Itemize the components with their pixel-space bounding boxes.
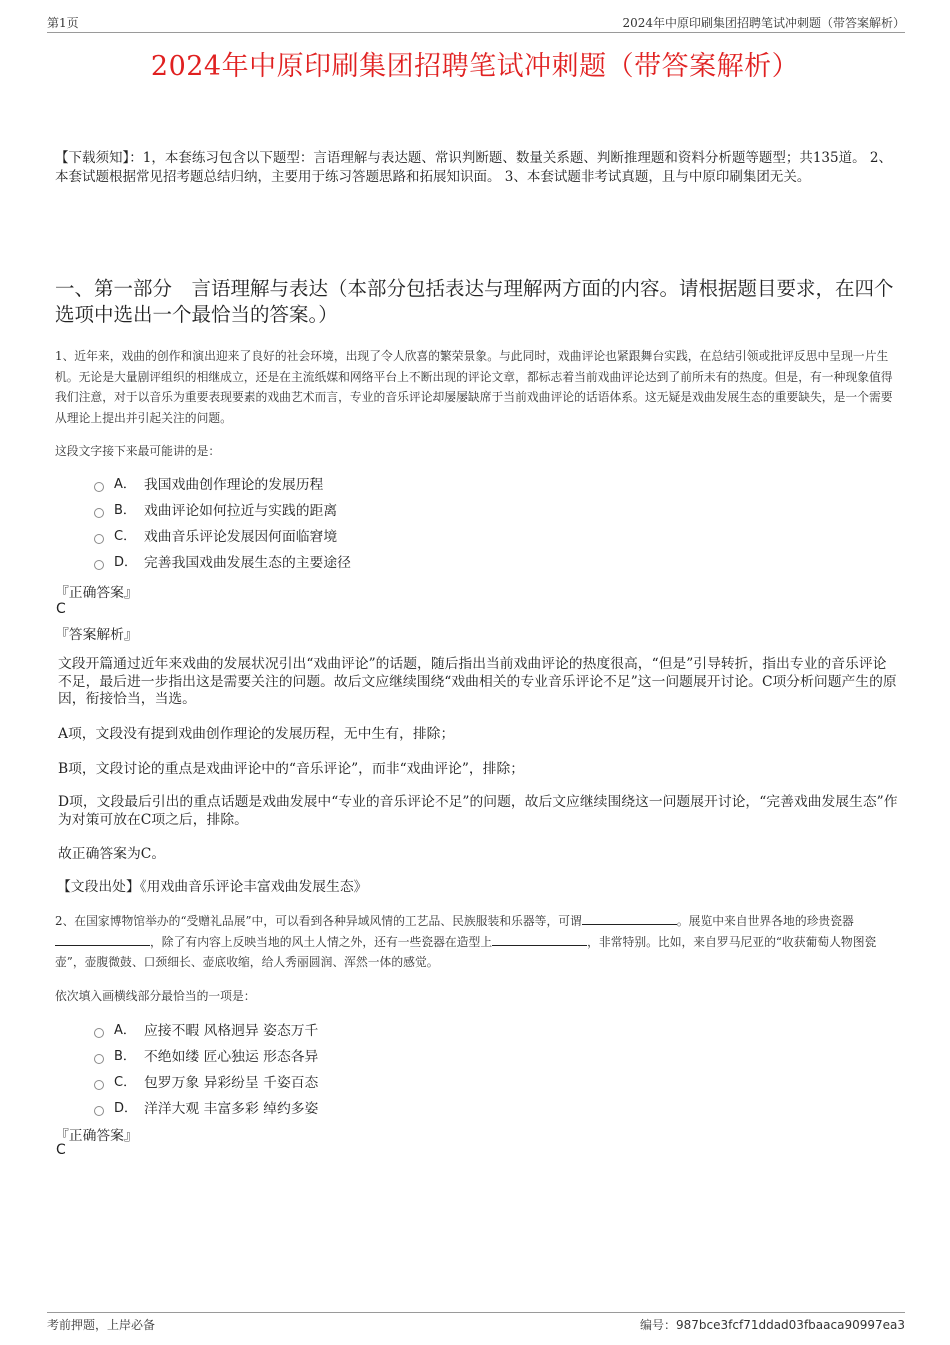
page-footer: [47, 1312, 905, 1333]
analysis-paragraph: D项，文段最后引出的重点话题是戏曲发展中“专业的音乐评论不足”的问题，故后文应继续围绕这一问题展开讨论，“完善戏曲发展生态”作为对策可放在C项之后，排除。: [58, 794, 898, 828]
option-text: 完善我国戏曲发展生态的主要途径: [144, 555, 351, 571]
option-letter: B．: [114, 1049, 136, 1064]
question-text-segment: ，除了有内容上反映当地的风土人情之外，还有一些瓷器在造型上: [150, 934, 493, 949]
download-notice: 【下载须知】：1，本套练习包含以下题型：言语理解与表达题、常识判断题、数量关系题、判断推理题和资料分析题等题型；共135道。 2、本套试题根据常见招考题总结归纳，主要用于练习答题思路和拓展知识面。 3、本套试题非考试真题，且与中原印刷集团无关。: [55, 150, 892, 185]
question-1-prompt: 这段文字接下来最可能讲的是：: [55, 444, 221, 458]
radio-icon[interactable]: [94, 1080, 104, 1090]
header-doc-title: 2024年中原印刷集团招聘笔试冲刺题（带答案解析）: [622, 16, 905, 30]
option-letter: D．: [114, 1101, 138, 1116]
option-text: 戏曲音乐评论发展因何面临窘境: [144, 529, 338, 545]
page-number: 第1页: [47, 16, 79, 30]
answer-label: 『正确答案』: [55, 1128, 138, 1144]
fill-blank: [582, 912, 677, 925]
analysis-conclusion: 故正确答案为C。: [58, 846, 166, 862]
option-letter: A．: [114, 1023, 136, 1038]
question-1-text: 1、近年来，戏曲的创作和演出迎来了良好的社会环境，出现了令人欣喜的繁荣景象。与此同时，戏曲评论也紧跟舞台实践，在总结引领或批评反思中呈现一片生机。无论是大量剧评组织的相继成立，还是在主流纸媒和网络平台上不断出现的评论文章，都标志着当前戏曲评论达到了前所未有的热度。但是，有一种现象值得我们注意，对于以音乐为重要表现要素的戏曲艺术而言，专业的音乐评论却屡屡缺席于当前戏曲评论的话语体系。这无疑是戏曲发展生态的重要缺失，是一个需要从理论上提出并引起关注的问题。: [55, 349, 893, 425]
option-letter: B．: [114, 503, 136, 518]
option-letter: A．: [114, 477, 136, 492]
answer-value: C: [56, 1142, 66, 1158]
option-letter: C．: [114, 1075, 137, 1090]
question-text-segment: 2、在国家博物馆举办的“受赠礼品展”中，可以看到各种异域风情的工艺品、民族服装和乐器等，可谓: [55, 914, 582, 928]
analysis-label: 『答案解析』: [55, 627, 138, 643]
option-text: 应接不暇 风格迥异 姿态万千: [144, 1023, 319, 1039]
section-title: 一、第一部分 言语理解与表达（本部分包括表达与理解两方面的内容。请根据题目要求，在四个选项中选出一个最恰当的答案。）: [55, 277, 894, 326]
option-text: 包罗万象 异彩纷呈 千姿百态: [144, 1075, 319, 1091]
radio-icon[interactable]: [94, 1106, 104, 1116]
radio-icon[interactable]: [94, 508, 104, 518]
option-text: 我国戏曲创作理论的发展历程: [144, 477, 324, 493]
page-header: [47, 14, 905, 33]
radio-icon[interactable]: [94, 560, 104, 570]
analysis-paragraph: 文段开篇通过近年来戏曲的发展状况引出“戏曲评论”的话题，随后指出当前戏曲评论的热度很高，“但是”引导转折，指出专业的音乐评论不足，最后进一步指出这是需要关注的问题。故后文应继续围绕“戏曲相关的专业音乐评论不足”这一问题展开讨论。C项分析问题产生的原因，衔接恰当，当选。: [58, 656, 897, 707]
option-text: 戏曲评论如何拉近与实践的距离: [144, 503, 338, 519]
analysis-paragraph: B项，文段讨论的重点是戏曲评论中的“音乐评论”，而非“戏曲评论”，排除；: [58, 761, 525, 777]
answer-value: C: [56, 601, 66, 617]
radio-icon[interactable]: [94, 1054, 104, 1064]
code-value: 987bce3fcf71ddad03fbaaca90997ea3: [676, 1318, 905, 1332]
question-text-segment: 。展览中来自世界各地的珍贵瓷器: [676, 914, 854, 928]
option-letter: D．: [114, 555, 138, 570]
fill-blank: [55, 933, 150, 946]
fill-blank: [492, 933, 587, 946]
option-letter: C．: [114, 529, 137, 544]
code-label: 编号：: [640, 1318, 677, 1332]
analysis-paragraph: A项，文段没有提到戏曲创作理论的发展历程，无中生有，排除；: [58, 726, 455, 742]
radio-icon[interactable]: [94, 534, 104, 544]
question-text-segment: ，非常特别。比如，来自罗马尼亚的“收获葡萄人物图瓷壶”，壶腹微鼓、口颈细长、壶底收缩，给人秀丽圆润、浑然一体的感觉。: [55, 934, 877, 969]
option-text: 不绝如缕 匠心独运 形态各异: [144, 1049, 319, 1065]
radio-icon[interactable]: [94, 1028, 104, 1038]
document-title: 2024年中原印刷集团招聘笔试冲刺题（带答案解析）: [150, 51, 800, 82]
question-2-text: [55, 911, 900, 973]
footer-slogan: 考前押题，上岸必备: [47, 1318, 156, 1332]
answer-label: 『正确答案』: [55, 585, 138, 601]
source-citation: 【文段出处】《用戏曲音乐评论丰富戏曲发展生态》: [57, 879, 368, 895]
radio-icon[interactable]: [94, 482, 104, 492]
option-text: 洋洋大观 丰富多彩 绰约多姿: [144, 1101, 319, 1117]
question-2-prompt: 依次填入画横线部分最恰当的一项是：: [55, 989, 256, 1003]
document-code: [640, 1316, 905, 1333]
